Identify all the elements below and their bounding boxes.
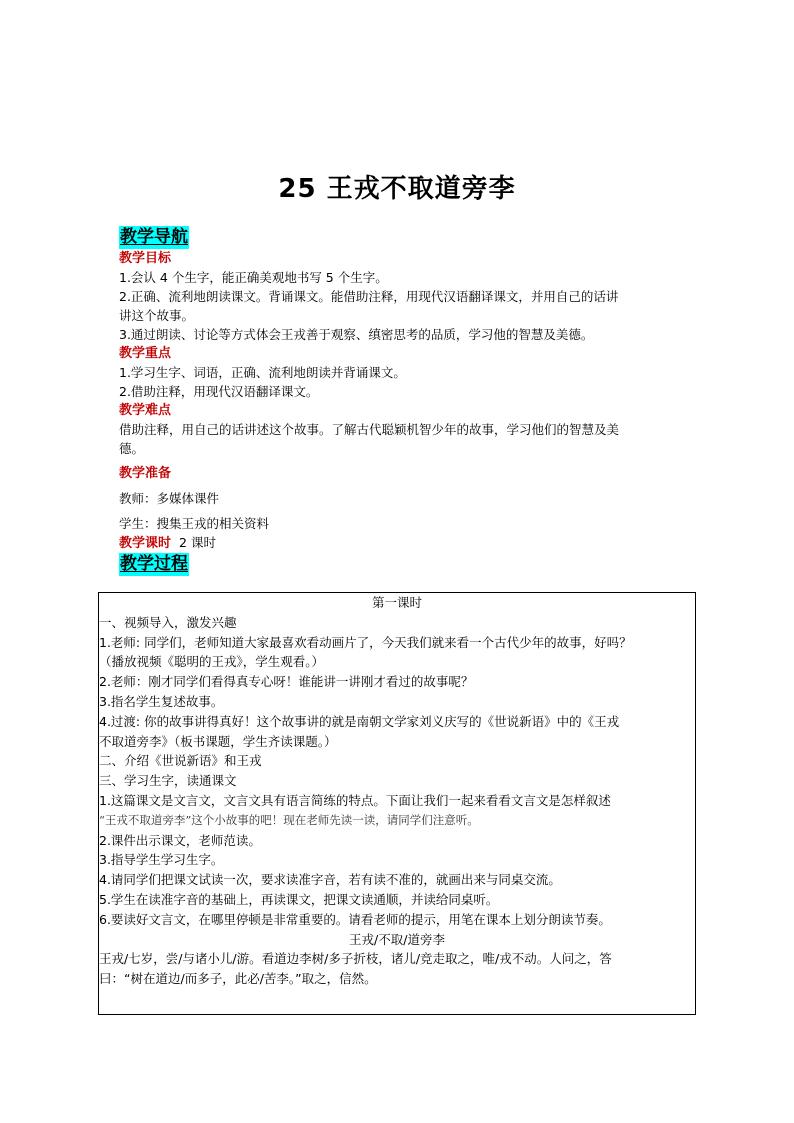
rhythm-text: 王戎/七岁，尝/与诸小儿/游。看道边李树/多子折枝，诸儿/竞走取之，唯/戎不动。人问之，答 xyxy=(99,951,612,967)
key-points-item: 2.借助注释，用现代汉语翻译课文。 xyxy=(119,384,319,399)
lessons-value: 2 课时 xyxy=(179,535,216,550)
goals-item: 1.会认 4 个生字，能正确美观地书写 5 个生字。 xyxy=(119,270,388,285)
process-line: 5.学生在读准字音的基础上，再读课文，把课文读通顺，并读给同桌听。 xyxy=(99,891,499,907)
section-heading: 二、介绍《世说新语》和王戎 xyxy=(99,753,262,769)
process-line: “王戎不取道旁李”这个小故事的吧！现在老师先读一读，请同学们注意听。 xyxy=(99,812,479,827)
teaching-guide-section xyxy=(119,226,679,576)
process-line: 4.请同学们把课文试读一次，要求读准字音，若有读不准的，就画出来与同桌交流。 xyxy=(99,872,561,888)
process-line: 3.指导学生学习生字。 xyxy=(99,852,224,868)
process-line: 4.过渡: 你的故事讲得真好！这个故事讲的就是南朝文学家刘义庆写的《世说新语》中的《王戎 xyxy=(99,713,620,729)
guide-heading: 教学导航 xyxy=(120,227,188,247)
section-heading: 三、学习生字，读通课文 xyxy=(99,773,237,789)
process-line: 1.这篇课文是文言文，文言文具有语言简练的特点。下面让我们一起来看看文言文是怎样叙述 xyxy=(99,792,611,808)
lessons-row xyxy=(119,533,679,553)
process-line: 2.课件出示课文，老师范读。 xyxy=(99,832,261,848)
preparation-teacher: 教师：多媒体课件 xyxy=(119,491,220,506)
key-points-item: 1.学习生字、词语，正确、流利地朗读并背诵课文。 xyxy=(119,365,406,380)
process-line: 2.老师：刚才同学们看得真专心呀！谁能讲一讲刚才看过的故事呢？ xyxy=(99,674,474,690)
difficulties-item: 德。 xyxy=(119,441,145,456)
process-line: （播放视频《聪明的王戎》，学生观看。） xyxy=(99,654,325,670)
process-line: 1.老师: 同学们，老师知道大家最喜欢看动画片了，今天我们就来看一个古代少年的故事，好吗？ xyxy=(99,634,632,650)
goals-item: 3.通过朗读、讨论等方式体会王戎善于观察、缜密思考的品质，学习他的智慧及美德。 xyxy=(119,327,594,342)
process-line: 6.要读好文言文，在哪里停顿是非常重要的。请看老师的提示，用笔在课本上划分朗读节奏。 xyxy=(99,911,611,927)
preparation-student: 学生：搜集王戎的相关资料 xyxy=(119,516,270,531)
process-line: 不取道旁李》（板书课题，学生齐读课题。） xyxy=(99,733,337,749)
key-points-label: 教学重点 xyxy=(119,346,172,361)
process-table xyxy=(98,592,696,1015)
goals-item: 2.正确、流利地朗读课文。背诵课文。能借助注释，用现代汉语翻译课文，并用自己的话讲 xyxy=(119,289,619,304)
goals-item: 讲这个故事。 xyxy=(119,308,195,323)
lesson-session-title: 第一课时 xyxy=(371,595,422,610)
lessons-label: 教学课时 xyxy=(119,536,172,551)
process-heading: 教学过程 xyxy=(120,554,188,574)
section-heading: 一、视频导入，激发兴趣 xyxy=(99,614,237,630)
process-line: 3.指名学生复述故事。 xyxy=(99,693,224,709)
goals-label: 教学目标 xyxy=(119,251,172,266)
rhythm-title: 王戎/不取/道旁李 xyxy=(349,931,445,947)
rhythm-text: 曰：“树在道边/而多子，此必/苦李。”取之，信然。 xyxy=(99,971,377,987)
difficulties-label: 教学难点 xyxy=(119,403,172,418)
process-cell xyxy=(99,593,696,1015)
preparation-label: 教学准备 xyxy=(119,466,172,481)
page-title: 25 王戎不取道旁李 xyxy=(278,174,516,204)
difficulties-item: 借助注释，用自己的话讲述这个故事。了解古代聪颖机智少年的故事，学习他们的智慧及美 xyxy=(119,422,620,437)
